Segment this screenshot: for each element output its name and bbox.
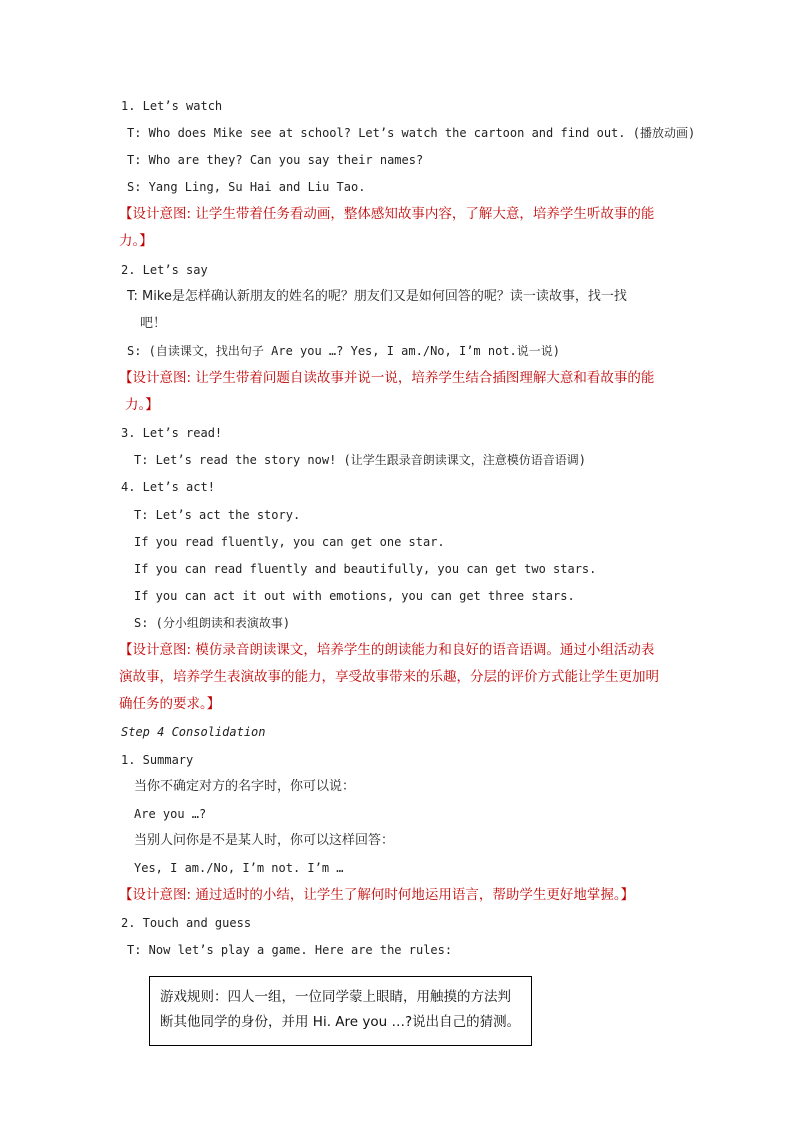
teacher-line: T: Let’s read the story now! (让学生跟录音朗读课文，注意模仿语音语调): [134, 453, 586, 467]
game-rules-line: 断其他同学的身份，并用 Hi. Are you …?说出自己的猜测。: [160, 1014, 521, 1030]
teacher-line: T: Let’s act the story.: [134, 508, 301, 522]
teacher-line: T: Mike是怎样确认新朋友的姓名的呢？朋友们又是如何回答的呢？读一读故事，找一找: [127, 289, 627, 304]
design-intent-note: 力。】: [119, 233, 153, 249]
teacher-line: T: Who does Mike see at school? Let’s watch the cartoon and find out. (播放动画): [127, 126, 696, 140]
design-intent-note: 【设计意图: 让学生带着任务看动画，整体感知故事内容，了解大意，培养学生听故事的能: [119, 206, 655, 222]
teacher-line: T: Now let’s play a game. Here are the rules:: [127, 943, 453, 957]
step-heading: Step 4 Consolidation: [121, 725, 266, 739]
rubric-line: If you can read fluently and beautifully, you can get two stars.: [134, 562, 597, 576]
summary-line: Yes, I am./No, I’m not. I’m …: [134, 861, 344, 875]
summary-line: Are you …?: [134, 807, 207, 821]
summary-line: 当你不确定对方的名字时，你可以说：: [134, 779, 356, 794]
section-heading-lets-watch: 1. Let’s watch: [121, 99, 223, 113]
summary-line: 当别人问你是不是某人时，你可以这样回答：: [134, 833, 395, 848]
section-heading-touch-and-guess: 2. Touch and guess: [121, 916, 252, 930]
section-heading-lets-say: 2. Let’s say: [121, 263, 208, 277]
rubric-line: If you can act it out with emotions, you can get three stars.: [134, 589, 575, 603]
student-line: S: (自读课文，找出句子 Are you …? Yes, I am./No, I’m not.说一说): [127, 344, 560, 358]
section-heading-lets-read: 3. Let’s read!: [121, 426, 223, 440]
design-intent-note: 【设计意图: 通过适时的小结，让学生了解何时何地运用语言，帮助学生更好地掌握。】: [119, 887, 635, 903]
section-heading-lets-act: 4. Let’s act!: [121, 480, 215, 494]
design-intent-note: 力。】: [125, 397, 159, 413]
design-intent-note: 【设计意图: 让学生带着问题自读故事并说一说，培养学生结合插图理解大意和看故事的能: [119, 370, 655, 386]
game-rules-box: [149, 976, 532, 1046]
student-line: S: (分小组朗读和表演故事): [134, 616, 291, 630]
student-line: S: Yang Ling, Su Hai and Liu Tao.: [127, 180, 366, 194]
section-heading-summary: 1. Summary: [121, 753, 194, 767]
teacher-line: T: Who are they? Can you say their names?: [127, 153, 424, 167]
design-intent-note: 演故事，培养学生表演故事的能力，享受故事带来的乐趣，分层的评价方式能让学生更加明: [119, 669, 659, 685]
design-intent-note: 确任务的要求。】: [119, 696, 221, 712]
design-intent-note: 【设计意图: 模仿录音朗读课文，培养学生的朗读能力和良好的语音语调。通过小组活动表: [119, 642, 655, 658]
rubric-line: If you read fluently, you can get one star.: [134, 535, 445, 549]
teacher-line-continued: 吧！: [140, 316, 167, 331]
game-rules-line: 游戏规则：四人一组，一位同学蒙上眼睛，用触摸的方法判: [160, 989, 511, 1005]
